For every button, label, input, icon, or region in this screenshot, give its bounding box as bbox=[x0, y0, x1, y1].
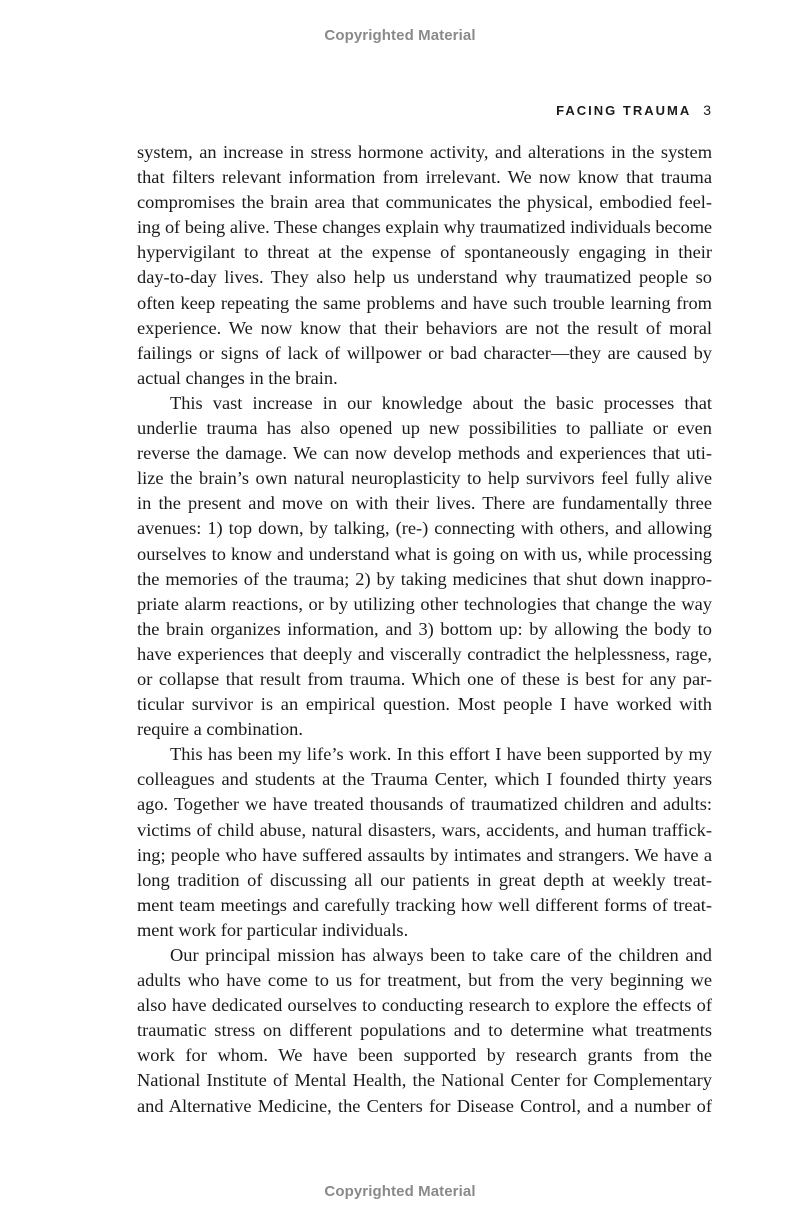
text-line: adults who have come to us for treatment, but from the very beginning we bbox=[137, 970, 712, 991]
text-line: have experiences that deeply and viscerally contradict the helplessness, rage, bbox=[137, 643, 712, 664]
text-line: ticular survivor is an empirical question. Most people I have worked with bbox=[137, 694, 712, 715]
text-line: require a combination. bbox=[137, 719, 303, 740]
page-number: 3 bbox=[703, 102, 711, 118]
copyright-watermark-bottom: Copyrighted Material bbox=[324, 1183, 476, 1200]
text-line: ourselves to know and understand what is going on with us, while processing bbox=[137, 543, 712, 564]
text-line: and Alternative Medicine, the Centers for Disease Control, and a number of bbox=[137, 1095, 712, 1116]
text-line: hypervigilant to threat at the expense of spontaneously engaging in their bbox=[137, 242, 712, 263]
text-line: actual changes in the brain. bbox=[137, 367, 338, 388]
text-line: victims of child abuse, natural disasters, wars, accidents, and human traffick- bbox=[137, 819, 712, 840]
text-line: colleagues and students at the Trauma Center, which I founded thirty years bbox=[137, 769, 712, 790]
text-line: underlie trauma has also opened up new possibilities to palliate or even bbox=[137, 418, 712, 439]
text-line: traumatic stress on different populations and to determine what treatments bbox=[137, 1020, 712, 1041]
text-line: the memories of the trauma; 2) by taking medicines that shut down inappro- bbox=[137, 568, 712, 589]
text-line: often keep repeating the same problems and have such trouble learning from bbox=[137, 292, 712, 313]
text-line: work for whom. We have been supported by research grants from the bbox=[137, 1045, 712, 1066]
text-line: or collapse that result from trauma. Which one of these is best for any par- bbox=[137, 668, 712, 689]
text-line: compromises the brain area that communicates the physical, embodied feel- bbox=[137, 192, 712, 213]
text-line: that filters relevant information from irrelevant. We now know that trauma bbox=[137, 167, 712, 188]
text-line: in the present and move on with their lives. There are fundamentally three bbox=[137, 493, 712, 514]
text-line: ment work for particular individuals. bbox=[137, 919, 409, 940]
text-line: experience. We now know that their behaviors are not the result of moral bbox=[137, 317, 712, 338]
text-line: system, an increase in stress hormone activity, and alterations in the system bbox=[137, 142, 712, 162]
paragraph-first-line: This vast increase in our knowledge about the basic processes that bbox=[170, 392, 712, 413]
running-head-title: FACING TRAUMA bbox=[556, 103, 692, 118]
text-line: day-to-day lives. They also help us understand why traumatized people so bbox=[137, 267, 712, 288]
paragraph-first-line: This has been my life’s work. In this effort I have been supported by my bbox=[170, 744, 712, 765]
text-line: ago. Together we have treated thousands of traumatized children and adults: bbox=[137, 794, 712, 815]
text-line: priate alarm reactions, or by utilizing other technologies that change the way bbox=[137, 593, 712, 614]
copyright-watermark-top: Copyrighted Material bbox=[324, 27, 476, 44]
text-line: National Institute of Mental Health, the National Center for Complementary bbox=[137, 1070, 712, 1091]
paragraph-first-line: Our principal mission has always been to take care of the children and bbox=[170, 945, 712, 965]
text-line: ment team meetings and carefully tracking how well different forms of treat- bbox=[137, 894, 712, 915]
text-line: failings or signs of lack of willpower or bad character—they are caused by bbox=[137, 342, 712, 363]
text-line: reverse the damage. We can now develop methods and experiences that uti- bbox=[137, 443, 712, 464]
running-head bbox=[556, 102, 711, 118]
text-line: the brain organizes information, and 3) bottom up: by allowing the body to bbox=[137, 618, 712, 639]
body-text bbox=[137, 140, 712, 1119]
text-line: lize the brain’s own natural neuroplasticity to help survivors feel fully alive bbox=[137, 468, 712, 489]
text-line: ing of being alive. These changes explain why traumatized individuals become bbox=[137, 217, 712, 238]
text-line: also have dedicated ourselves to conducting research to explore the effects of bbox=[137, 995, 712, 1016]
text-line: long tradition of discussing all our patients in great depth at weekly treat- bbox=[137, 869, 712, 890]
text-line: ing; people who have suffered assaults by intimates and strangers. We have a bbox=[137, 844, 712, 865]
text-line: avenues: 1) top down, by talking, (re-) connecting with others, and allowing bbox=[137, 518, 712, 539]
